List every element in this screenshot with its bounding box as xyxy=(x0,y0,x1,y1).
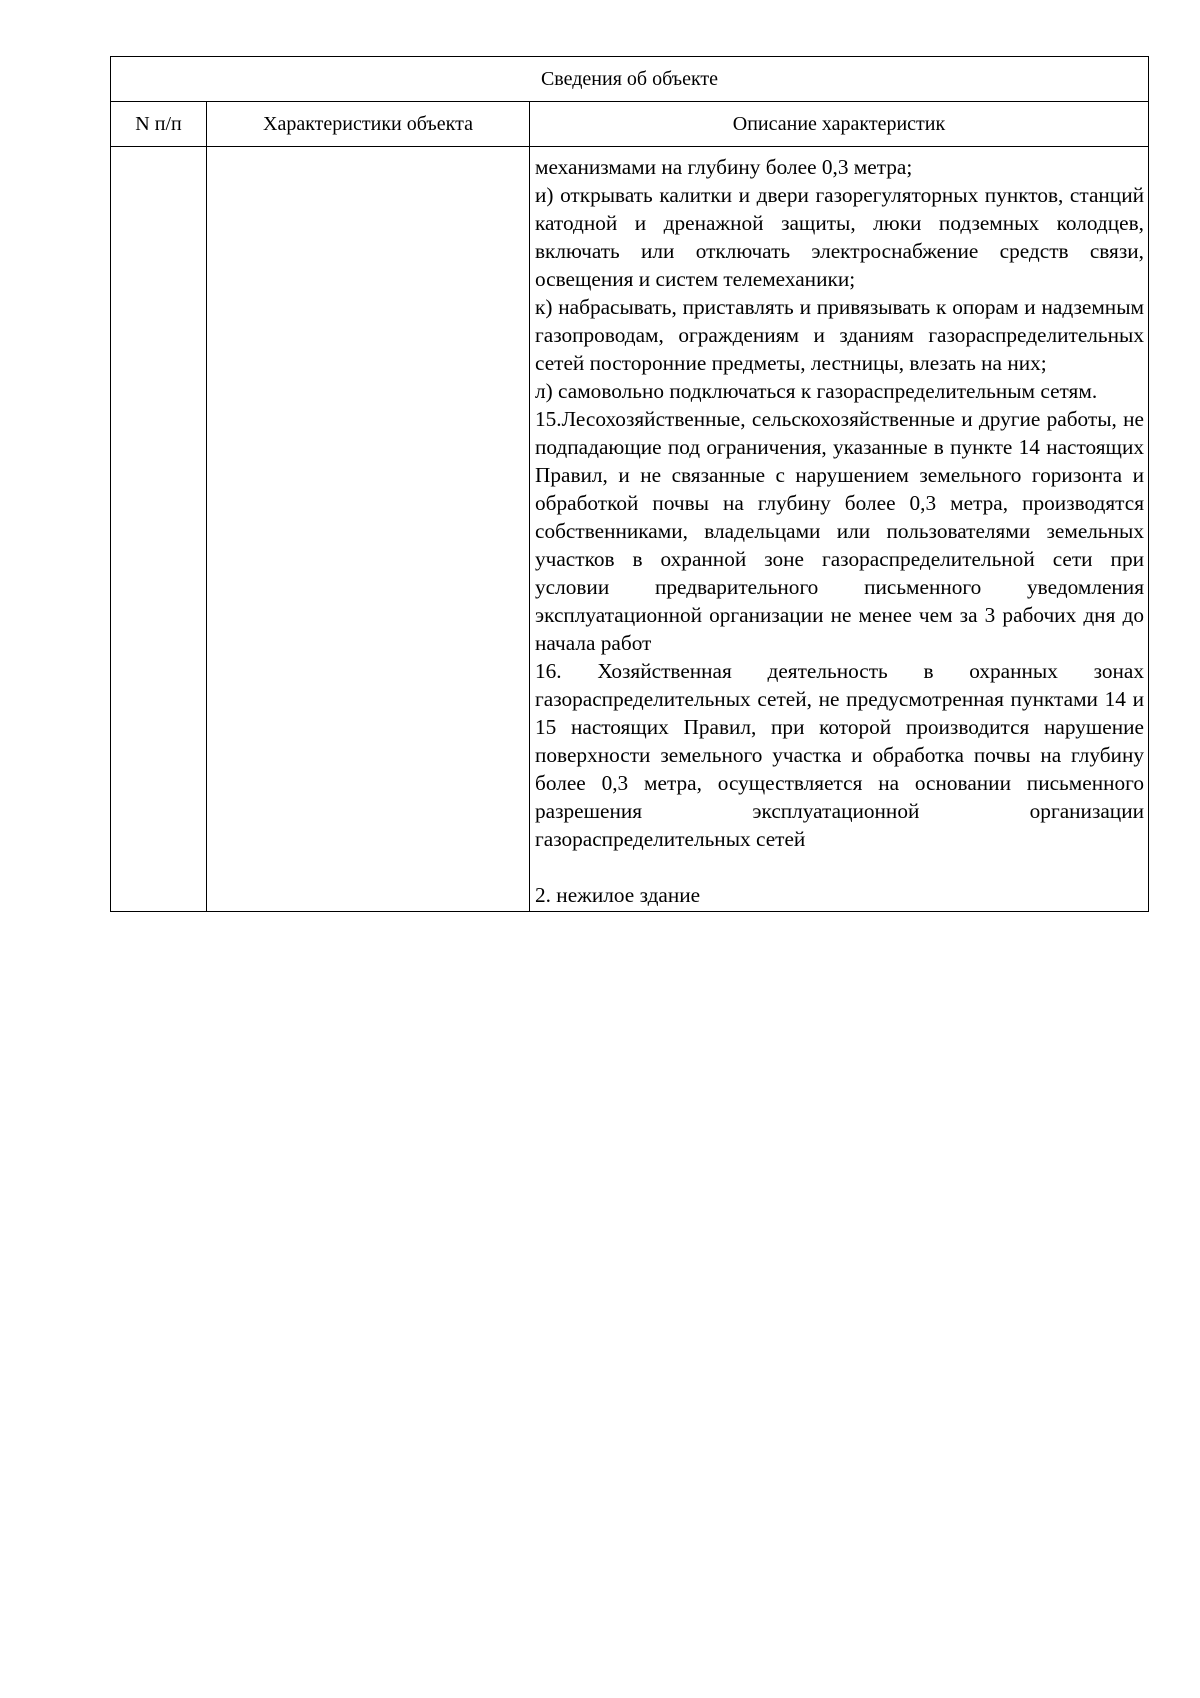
description-paragraph: л) самовольно подключаться к газораспределительным сетям. xyxy=(535,379,1098,403)
paragraph-spacer xyxy=(535,853,1144,881)
table-header-row xyxy=(111,102,1149,147)
object-info-table xyxy=(110,56,1149,912)
cell-characteristics xyxy=(207,147,530,912)
final-item: 2. нежилое здание xyxy=(535,883,701,907)
header-description: Описание характеристик xyxy=(530,102,1149,147)
cell-num xyxy=(111,147,207,912)
header-num: N п/п xyxy=(111,102,207,147)
cell-description xyxy=(530,147,1149,912)
table-title: Сведения об объекте xyxy=(111,57,1149,102)
description-paragraph: к) набрасывать, приставлять и привязывать к опорам и надземным газопроводам, ограждениям и зданиям газораспределительных сетей посторонние предметы, лестницы, влезать на них; xyxy=(535,295,1144,375)
description-paragraph: 15.Лесохозяйственные, сельскохозяйственные и другие работы, не подпадающие под ограничения, указанные в пункте 14 настоящих Правил, и не связанные с нарушением земельного горизонта и обработкой почвы на глубину более 0,3 метра, производятся собственниками, владельцами или пользователями земельных участков в охранной зоне газораспределительной сети при условии предварительного письменного уведомления эксплуатационной организации не менее чем за 3 рабочих дня до начала работ xyxy=(535,407,1144,655)
description-paragraph: механизмами на глубину более 0,3 метра; xyxy=(535,155,913,179)
table-row xyxy=(111,147,1149,912)
description-paragraph: и) открывать калитки и двери газорегуляторных пунктов, станций катодной и дренажной защиты, люки подземных колодцев, включать или отключать электроснабжение средств связи, освещения и систем телемеханики; xyxy=(535,183,1144,291)
table-title-row xyxy=(111,57,1149,102)
description-paragraph: 16. Хозяйственная деятельность в охранных зонах газораспределительных сетей, не предусмотренная пунктами 14 и 15 настоящих Правил, при которой производится нарушение поверхности земельного участка и обработка почвы на глубину более 0,3 метра, осуществляется на основании письменного разрешения эксплуатационной организации газораспределительных сетей xyxy=(535,659,1144,851)
header-characteristics: Характеристики объекта xyxy=(207,102,530,147)
